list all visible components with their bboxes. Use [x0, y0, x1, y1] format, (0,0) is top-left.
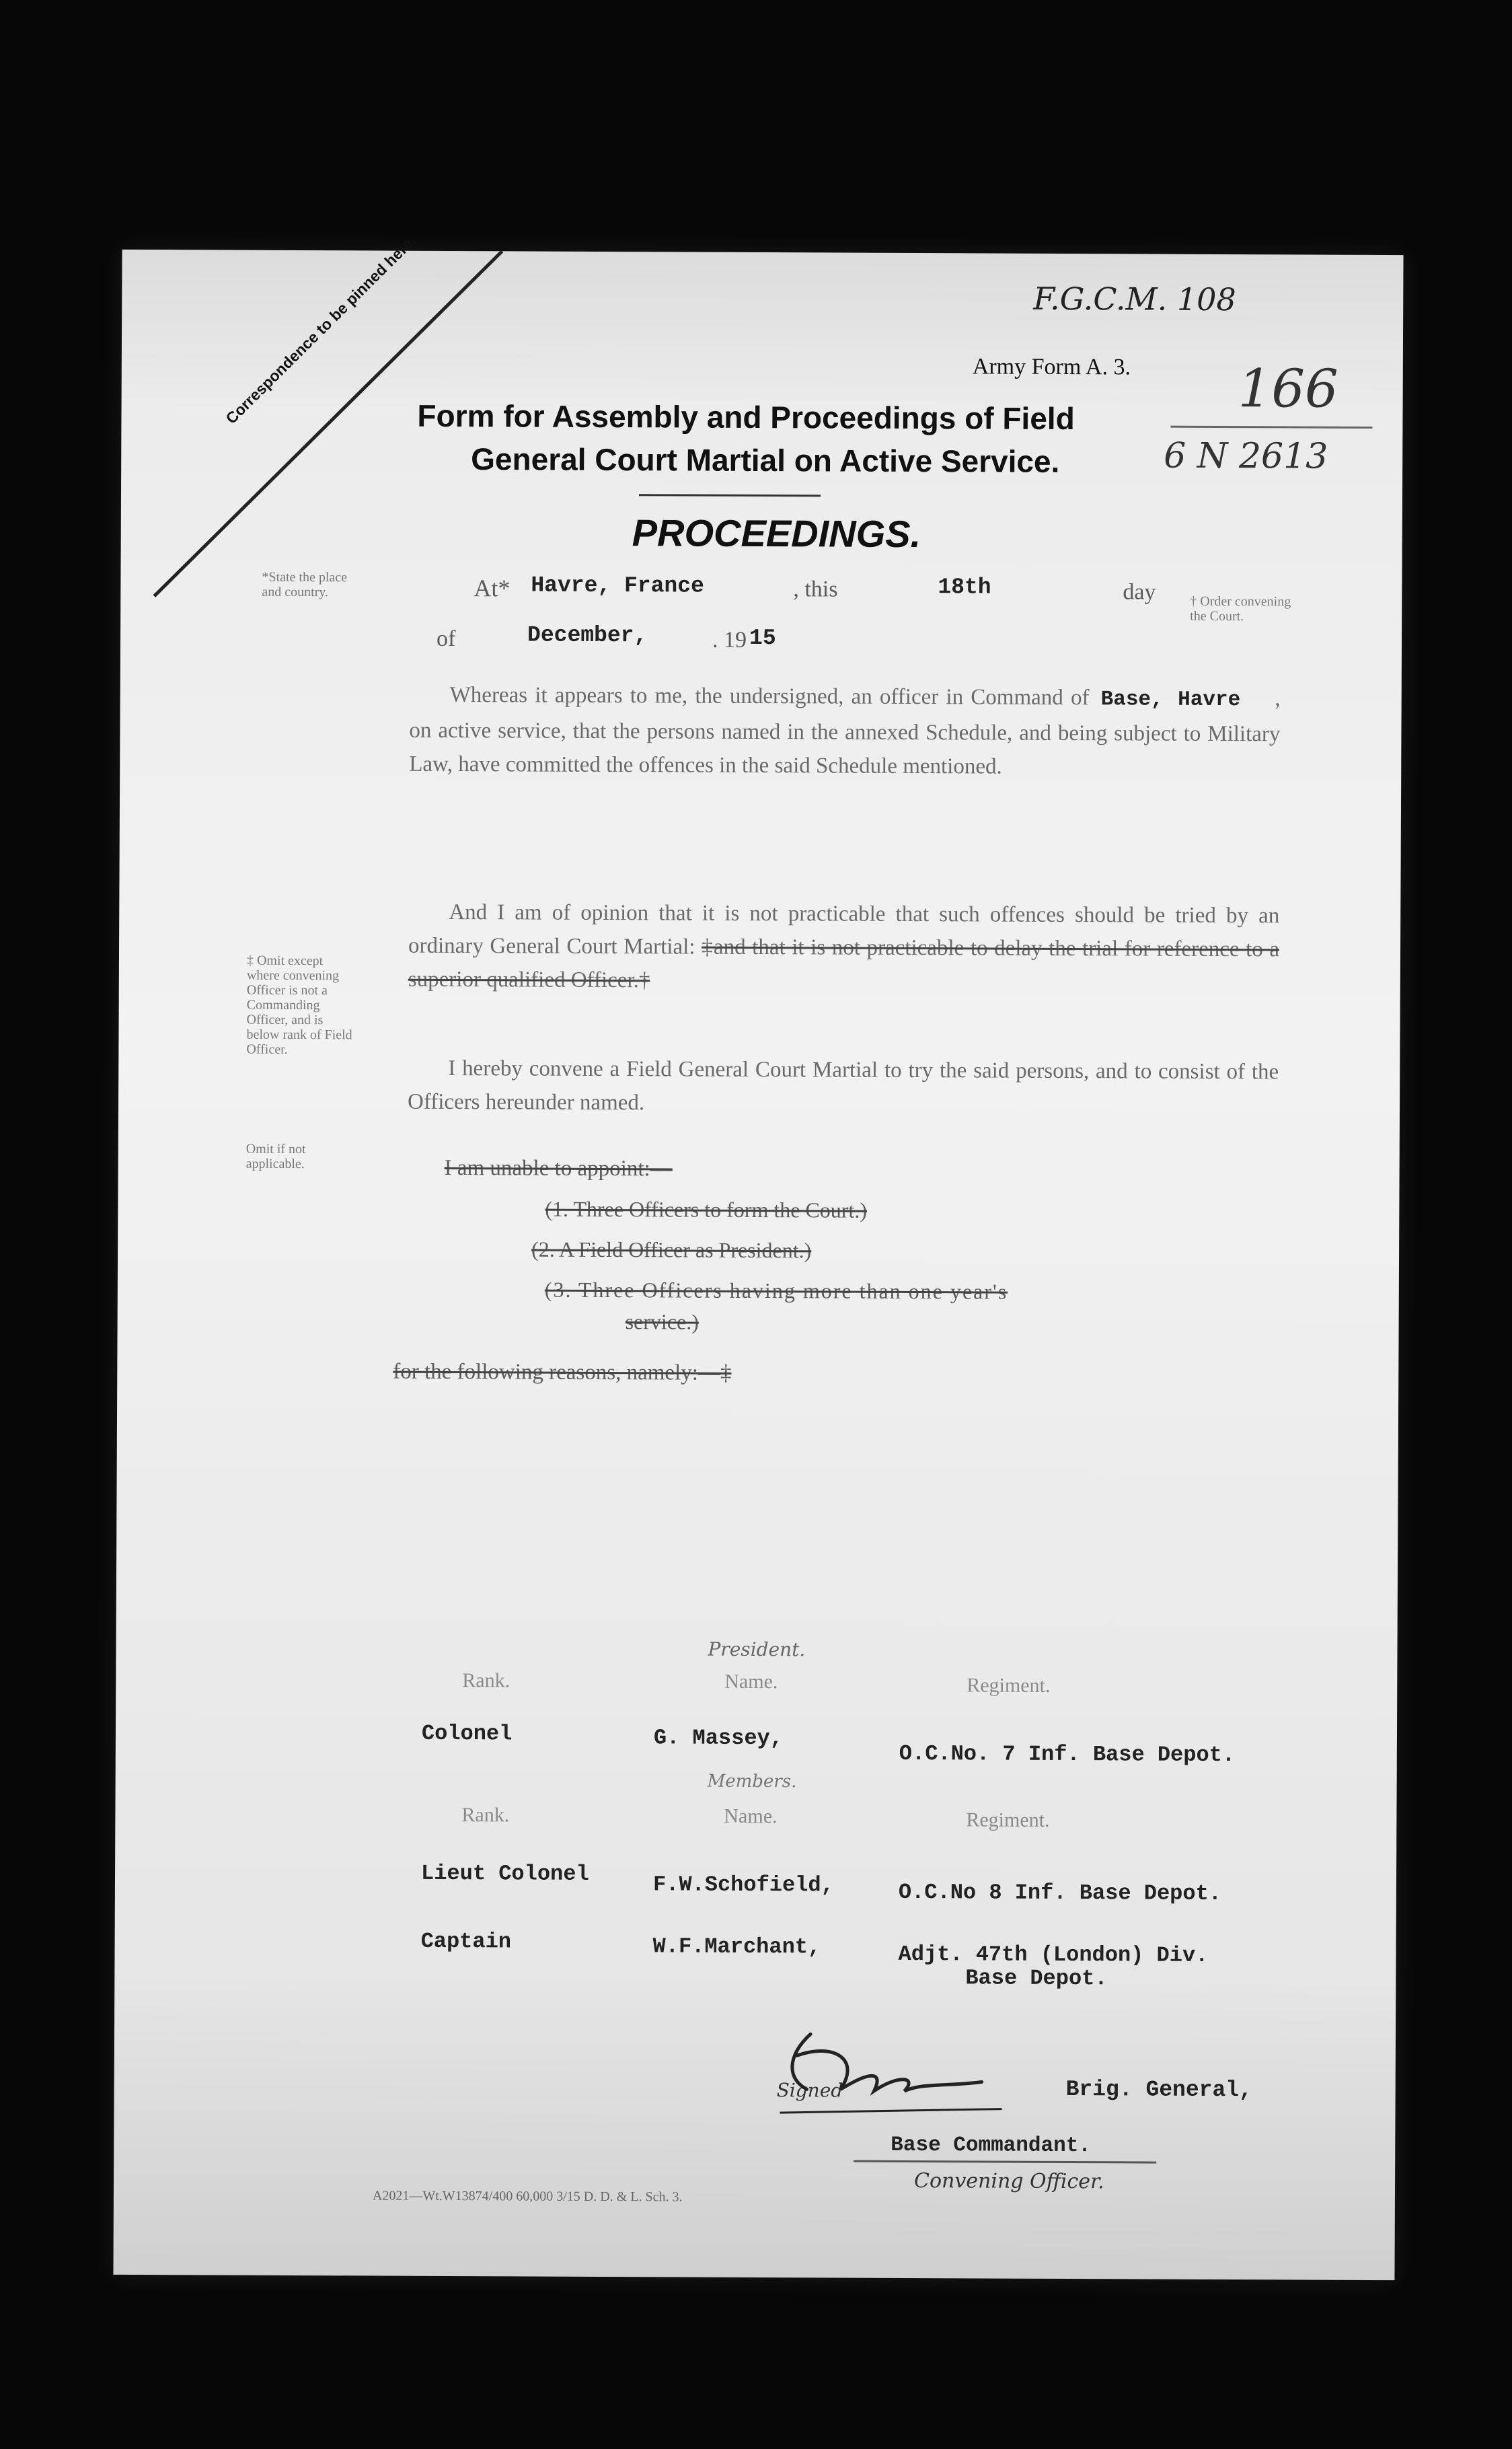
member-regiment: Adjt. 47th (London) Div.: [898, 1941, 1209, 1968]
members-rank-label: Rank.: [461, 1804, 510, 1827]
whereas-paragraph: [409, 678, 1281, 785]
of-label: of: [436, 626, 456, 652]
opinion-struck-text: ‡and that it is not practicable to delay the trial for reference to a superior qualified Officer.†: [408, 935, 1280, 993]
month-value: December,: [527, 622, 648, 649]
day-value: 18th: [938, 575, 991, 600]
margin-note-order-convening: † Order convening the Court.: [1190, 593, 1291, 624]
president-regiment-label: Regiment.: [967, 1674, 1051, 1697]
president-heading: President.: [708, 1638, 806, 1661]
printer-line: A2021—Wt.W13874/400 60,000 3/15 D. D. & L. Sch. 3.: [372, 2188, 683, 2205]
president-name-label: Name.: [724, 1670, 778, 1693]
title-rule: [639, 494, 821, 497]
at-label: At*: [474, 575, 511, 602]
unable-intro: I am unable to appoint:—: [444, 1155, 673, 1181]
day-label: day: [1123, 579, 1156, 605]
form-title-line1: Form for Assembly and Proceedings of Field: [417, 398, 1075, 437]
file-reference: F.G.C.M. 108: [1033, 280, 1236, 318]
reference-number-top: 166: [1238, 359, 1338, 420]
member-name: W.F.Marchant,: [652, 1934, 821, 1960]
member-regiment-continued: Base Depot.: [965, 1965, 1108, 1991]
command-value: Base, Havre: [1100, 688, 1241, 712]
president-rank: Colonel: [421, 1720, 513, 1747]
president-regiment: O.C.No. 7 Inf. Base Depot.: [899, 1741, 1236, 1768]
members-name-label: Name.: [724, 1804, 778, 1828]
reference-number-bottom: 6 N 2613: [1164, 435, 1328, 477]
this-label: , this: [793, 577, 838, 602]
whereas-start: Whereas it appears to me, the undersigned, an officer in Command of: [449, 682, 1090, 710]
members-regiment-label: Regiment.: [966, 1808, 1050, 1831]
year-prefix: . 19: [712, 627, 747, 653]
members-heading: Members.: [707, 1771, 797, 1792]
president-name: G. Massey,: [653, 1725, 784, 1751]
correspondence-note: Correspondence to be pinned here.: [222, 231, 420, 427]
place-value: Havre, France: [531, 573, 704, 599]
margin-note-omit-except: ‡ Omit except where convening Officer is not a Commanding Officer, and is below rank of Field Officer.: [246, 953, 352, 1057]
member-rank: Captain: [420, 1928, 512, 1954]
opinion-paragraph: [408, 895, 1280, 1000]
member-rank: Lieut Colonel: [420, 1860, 589, 1887]
unable-reasons: for the following reasons, namely:—‡: [393, 1359, 732, 1385]
unable-item-2: (2. A Field Officer as President.): [531, 1237, 812, 1263]
signed-label: Signed: [776, 2079, 843, 2102]
form-title-line2: General Court Martial on Active Service.: [471, 441, 1060, 479]
signature-rank: Brig. General,: [1065, 2077, 1252, 2103]
signature-title: Base Commandant.: [891, 2133, 1092, 2158]
convene-paragraph: I hereby convene a Field General Court Martial to try the said persons, and to consist of the Officers hereunder named.: [407, 1056, 1279, 1116]
proceedings-heading: PROCEEDINGS.: [632, 511, 921, 556]
president-rank-label: Rank.: [462, 1669, 511, 1692]
form-label: Army Form A. 3.: [972, 354, 1131, 380]
member-name: F.W.Schofield,: [652, 1872, 834, 1898]
unable-item-3a: (3. Three Officers having more than one year's: [544, 1277, 1008, 1304]
whereas-rest: , on active service, that the persons named in the annexed Schedule, and being subject to Military Law, have committed the offences in the said Schedule mentioned.: [409, 686, 1281, 779]
year-value: 15: [749, 625, 776, 651]
opinion-text: And I am of opinion that it is not practicable that such offences should be tried by an ordinary General Court Martial:: [408, 900, 1280, 959]
form-sheet: [113, 231, 1403, 2280]
handwritten-signature: [759, 2015, 1022, 2131]
signature-role: Convening Officer.: [913, 2169, 1104, 2194]
unable-item-1: (1. Three Officers to form the Court.): [545, 1196, 868, 1222]
signature-underline: [854, 2160, 1156, 2164]
margin-note-state-place: *State the place and country.: [262, 569, 348, 600]
margin-note-omit-if: Omit if not applicable.: [245, 1141, 306, 1172]
reference-divider: [1170, 426, 1372, 429]
unable-item-3b: service.): [625, 1309, 699, 1334]
member-regiment: O.C.No 8 Inf. Base Depot.: [898, 1879, 1222, 1907]
